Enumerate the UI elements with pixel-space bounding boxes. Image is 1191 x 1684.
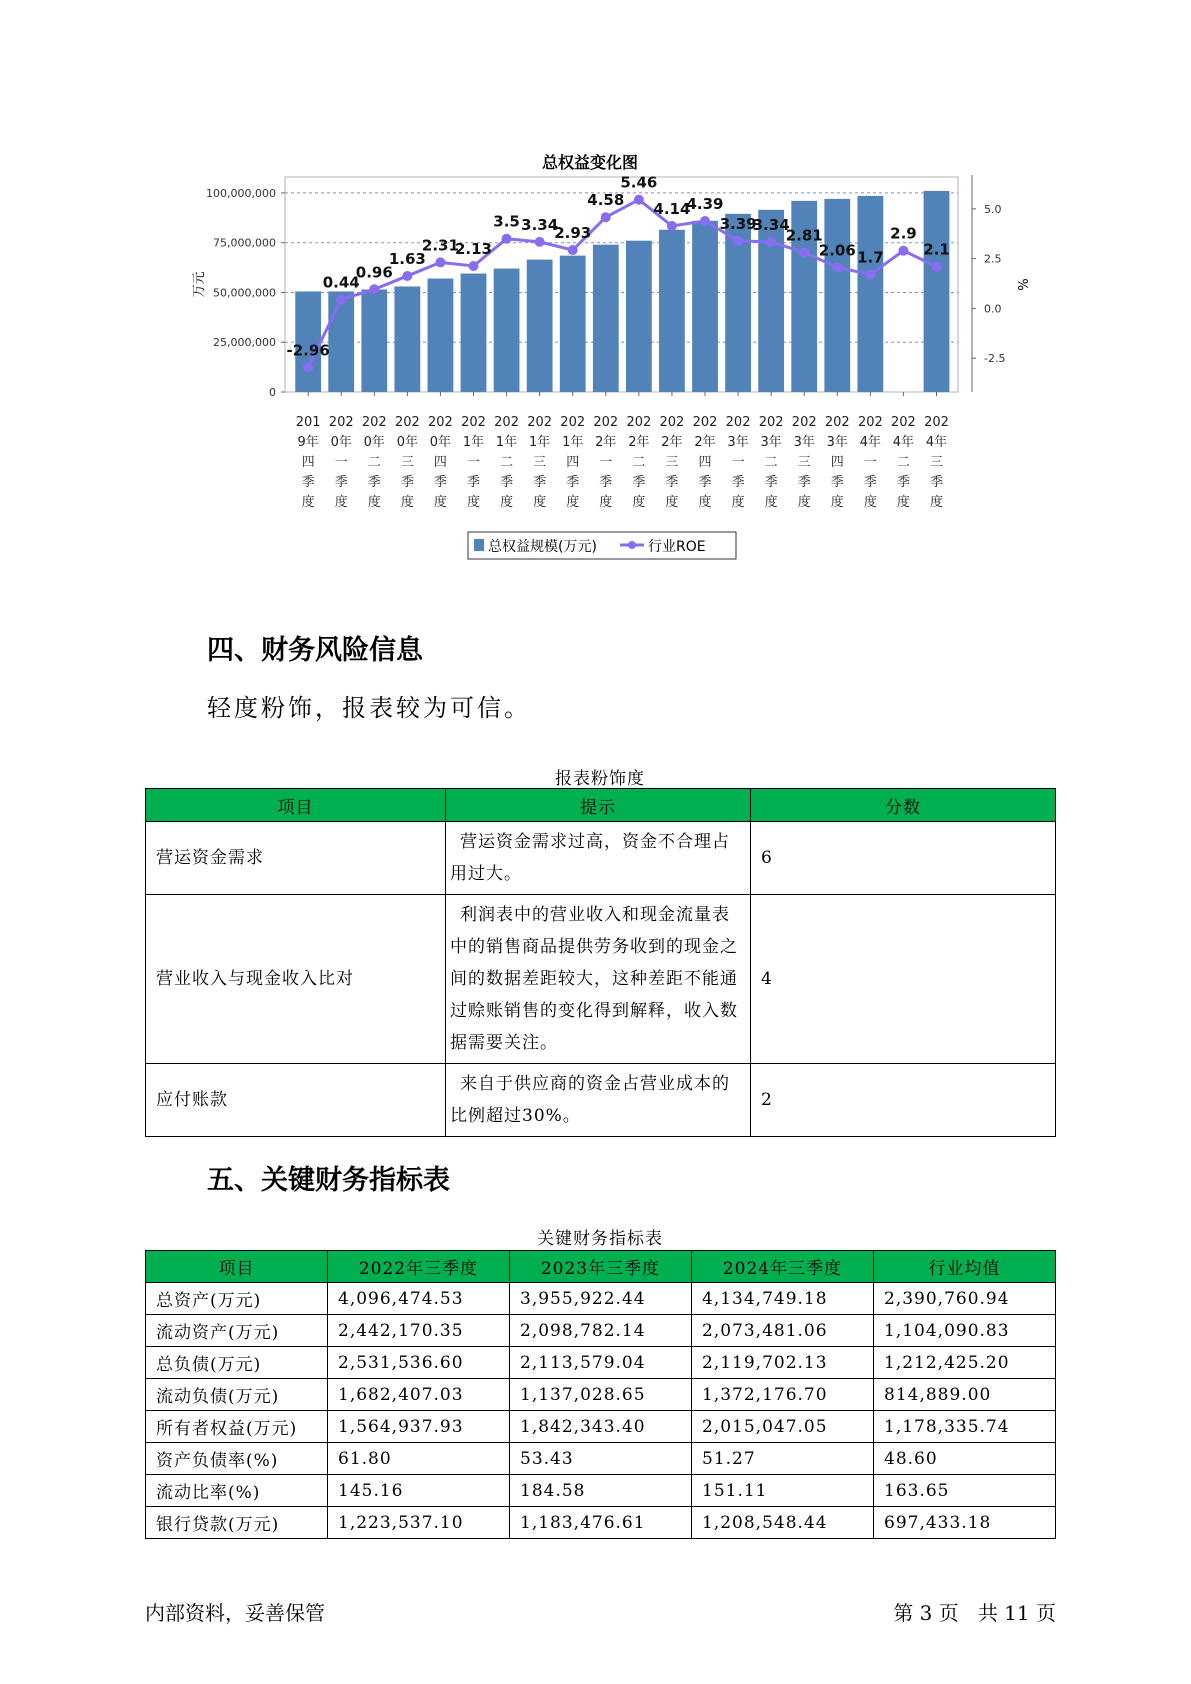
roe-data-label: 1.7 (857, 248, 884, 267)
x-tick-label: 3年 (760, 435, 782, 450)
value-2022q3: 4,096,474.53 (328, 1283, 510, 1315)
x-tick-label: 季 (731, 475, 745, 490)
x-tick-label: 202 (725, 415, 751, 430)
x-tick-label: 2年 (595, 435, 617, 450)
roe-data-label: 4.14 (653, 199, 691, 218)
roe-point (733, 236, 743, 246)
value-2022q3: 61.80 (328, 1443, 510, 1475)
x-tick-label: 0年 (396, 435, 419, 450)
value-2022q3: 1,564,937.93 (328, 1411, 510, 1443)
table-row (146, 1507, 1056, 1539)
row-label: 资产负债率(%) (146, 1443, 328, 1475)
row-score: 2 (751, 1064, 1056, 1137)
x-tick-label: 202 (394, 415, 420, 430)
value-2024q3: 1,208,548.44 (692, 1507, 874, 1539)
x-tick-label: 202 (857, 415, 883, 430)
x-tick-label: 度 (367, 495, 381, 510)
roe-point (568, 245, 578, 255)
x-tick-label: 季 (929, 475, 944, 490)
risk-table (145, 788, 1056, 1137)
value-2024q3: 4,134,749.18 (692, 1283, 874, 1315)
bar-equity (824, 199, 850, 392)
y2-tick-label: 2.5 (984, 252, 1002, 266)
row-label: 所有者权益(万元) (146, 1411, 328, 1443)
x-tick-label: 季 (301, 475, 315, 490)
row-label: 银行贷款(万元) (146, 1507, 328, 1539)
roe-data-label: 2.9 (890, 224, 917, 243)
x-tick-label: 季 (400, 475, 414, 490)
x-tick-label: 四 (698, 455, 712, 470)
row-hint: 利润表中的营业收入和现金流量表中的销售商品提供劳务收到的现金之间的数据差距较大，这种差距不能通过赊账销售的变化得到解释，收入数据需要关注。 (446, 895, 751, 1064)
roe-data-label: 3.34 (752, 215, 790, 234)
bar-equity (527, 260, 553, 392)
value-2022q3: 145.16 (328, 1475, 510, 1507)
x-tick-label: 度 (466, 495, 481, 510)
x-tick-label: 3年 (727, 435, 749, 450)
x-tick-label: 202 (361, 415, 387, 430)
value-2024q3: 2,119,702.13 (692, 1347, 874, 1379)
roe-data-label: 0.44 (322, 273, 360, 292)
bar-equity (428, 279, 454, 392)
x-tick-label: 度 (665, 495, 679, 510)
x-tick-label: 四 (433, 455, 447, 470)
header-item: 项目 (146, 789, 446, 822)
row-label: 流动负债(万元) (146, 1379, 328, 1411)
header-industry-avg: 行业均值 (874, 1251, 1056, 1283)
kpi-table (145, 1250, 1056, 1539)
footer-confidential: 内部资料，妥善保管 (145, 1601, 325, 1625)
x-tick-label: 季 (599, 475, 613, 490)
x-tick-label: 202 (824, 415, 850, 430)
x-tick-label: 度 (533, 495, 547, 510)
value-industry-avg: 814,889.00 (874, 1379, 1056, 1411)
x-tick-label: 202 (924, 415, 949, 430)
value-industry-avg: 1,178,335.74 (874, 1411, 1056, 1443)
x-tick-label: 季 (665, 475, 679, 490)
roe-data-label: 2.31 (421, 236, 459, 255)
bar-equity (692, 221, 718, 392)
x-tick-label: 202 (328, 415, 354, 430)
value-industry-avg: 697,433.18 (874, 1507, 1056, 1539)
row-label: 流动比率(%) (146, 1475, 328, 1507)
x-tick-label: 4年 (925, 435, 948, 450)
roe-point (932, 262, 942, 272)
x-tick-label: 度 (632, 495, 646, 510)
roe-point (667, 221, 677, 231)
x-tick-label: 季 (632, 475, 646, 490)
x-tick-label: 二 (764, 455, 778, 470)
x-tick-label: 一 (731, 455, 745, 470)
row-item: 营业收入与现金收入比对 (146, 895, 446, 1064)
x-tick-label: 202 (461, 415, 486, 430)
roe-data-label: 0.96 (355, 263, 393, 282)
table-row (146, 822, 1056, 895)
roe-data-label: 1.63 (388, 249, 426, 268)
bar-equity (924, 191, 950, 392)
legend-line-marker (628, 541, 636, 549)
roe-point (832, 262, 842, 272)
x-tick-label: 季 (764, 475, 778, 490)
table-header-row (146, 789, 1056, 822)
roe-point (865, 270, 875, 280)
y-tick-label: 0 (269, 386, 276, 399)
bar-equity (361, 289, 387, 392)
roe-point (799, 247, 809, 257)
table-row (146, 1475, 1056, 1507)
value-2024q3: 51.27 (692, 1443, 874, 1475)
x-tick-label: 2年 (661, 435, 683, 450)
roe-point (766, 237, 776, 247)
x-tick-label: 度 (500, 495, 514, 510)
table-row (146, 895, 1056, 1064)
x-tick-label: 季 (334, 475, 348, 490)
bar-equity (494, 269, 520, 392)
x-tick-label: 2年 (694, 435, 716, 450)
header-2022q3: 2022年三季度 (328, 1251, 510, 1283)
x-tick-label: 0年 (363, 435, 385, 450)
table-row (146, 1347, 1056, 1379)
x-tick-label: 202 (494, 415, 519, 430)
x-tick-label: 季 (698, 475, 712, 490)
chart-svg (180, 140, 1029, 600)
row-item: 应付账款 (146, 1064, 446, 1137)
row-label: 流动资产(万元) (146, 1315, 328, 1347)
table-row (146, 1315, 1056, 1347)
roe-data-label: 3.5 (493, 212, 520, 231)
table-header-row (146, 1251, 1056, 1283)
y-tick-label: 100,000,000 (206, 186, 276, 200)
x-tick-label: 度 (896, 495, 910, 510)
x-tick-label: 季 (896, 475, 910, 490)
roe-data-label: 3.34 (521, 215, 559, 234)
legend-bar-label: 总权益规模(万元) (488, 539, 597, 555)
value-industry-avg: 2,390,760.94 (874, 1283, 1056, 1315)
value-2023q3: 2,113,579.04 (510, 1347, 692, 1379)
value-2024q3: 2,073,481.06 (692, 1315, 874, 1347)
x-tick-label: 二 (632, 455, 646, 470)
value-2024q3: 2,015,047.05 (692, 1411, 874, 1443)
x-tick-label: 1年 (462, 435, 485, 450)
bar-equity (560, 256, 586, 392)
roe-point (601, 212, 611, 222)
x-tick-label: 度 (929, 495, 944, 510)
chart-title: 总权益变化图 (541, 153, 638, 172)
row-score: 4 (751, 895, 1056, 1064)
row-item: 营运资金需求 (146, 822, 446, 895)
bar-equity (857, 196, 883, 392)
roe-point (336, 295, 346, 305)
roe-point (700, 216, 710, 226)
x-tick-label: 202 (791, 415, 817, 430)
value-2024q3: 1,372,176.70 (692, 1379, 874, 1411)
footer-page-number: 第 3 页 共 11 页 (893, 1601, 1056, 1625)
x-tick-label: 度 (698, 495, 712, 510)
y-tick-label: 50,000,000 (213, 286, 276, 300)
value-2023q3: 3,955,922.44 (510, 1283, 692, 1315)
x-tick-label: 度 (863, 495, 877, 510)
row-score: 6 (751, 822, 1056, 895)
value-2023q3: 53.43 (510, 1443, 692, 1475)
table-row (146, 1283, 1056, 1315)
y-tick-label: 75,000,000 (213, 236, 276, 250)
x-tick-label: 三 (533, 455, 547, 470)
equity-chart (180, 140, 1029, 600)
y2-tick-label: -2.5 (984, 352, 1006, 366)
roe-data-label: 2.81 (785, 226, 823, 245)
x-tick-label: 度 (433, 495, 447, 510)
x-tick-label: 4年 (859, 435, 882, 450)
value-2023q3: 2,098,782.14 (510, 1315, 692, 1347)
x-tick-label: 度 (764, 495, 778, 510)
x-tick-label: 季 (797, 475, 811, 490)
x-tick-label: 度 (400, 495, 414, 510)
roe-point (634, 195, 644, 205)
value-industry-avg: 48.60 (874, 1443, 1056, 1475)
x-tick-label: 一 (334, 455, 348, 470)
x-tick-label: 9年 (297, 435, 319, 450)
roe-data-label: 2.93 (554, 224, 592, 243)
x-tick-label: 4年 (892, 435, 915, 450)
value-2022q3: 1,682,407.03 (328, 1379, 510, 1411)
table-row (146, 1443, 1056, 1475)
header-hint: 提示 (446, 789, 751, 822)
roe-data-label: -2.96 (286, 341, 330, 360)
x-tick-label: 度 (334, 495, 348, 510)
row-label: 总负债(万元) (146, 1347, 328, 1379)
x-tick-label: 季 (566, 475, 580, 490)
header-2024q3: 2024年三季度 (692, 1251, 874, 1283)
value-2023q3: 1,137,028.65 (510, 1379, 692, 1411)
x-tick-label: 季 (533, 475, 547, 490)
x-tick-label: 三 (929, 455, 944, 470)
x-tick-label: 201 (295, 415, 321, 430)
x-tick-label: 202 (560, 415, 586, 430)
section-heading-kpi: 五、关键财务指标表 (207, 1165, 450, 1196)
value-2022q3: 1,223,537.10 (328, 1507, 510, 1539)
value-2023q3: 1,842,343.40 (510, 1411, 692, 1443)
x-tick-label: 二 (896, 455, 910, 470)
table-row (146, 1411, 1056, 1443)
x-tick-label: 0年 (330, 435, 352, 450)
bar-equity (461, 274, 487, 392)
value-2022q3: 2,531,536.60 (328, 1347, 510, 1379)
risk-table-caption: 报表粉饰度 (555, 769, 645, 789)
table-row (146, 1379, 1056, 1411)
risk-summary: 轻度粉饰，报表较为可信。 (207, 694, 531, 722)
bar-equity (659, 230, 685, 392)
x-tick-label: 202 (758, 415, 784, 430)
x-tick-label: 202 (428, 415, 453, 430)
legend-line-label: 行业ROE (648, 539, 706, 555)
value-2022q3: 2,442,170.35 (328, 1315, 510, 1347)
x-tick-label: 度 (301, 495, 315, 510)
x-tick-label: 四 (566, 455, 580, 470)
y2-tick-label: 5.0 (984, 202, 1002, 216)
x-tick-label: 三 (665, 455, 679, 470)
y-tick-label: 25,000,000 (213, 336, 276, 350)
x-tick-label: 2年 (628, 435, 650, 450)
x-tick-label: 202 (891, 415, 916, 430)
x-tick-label: 一 (466, 455, 481, 470)
roe-data-label: 4.39 (686, 194, 724, 213)
x-tick-label: 度 (566, 495, 580, 510)
x-tick-label: 三 (400, 455, 414, 470)
x-tick-label: 一 (599, 455, 613, 470)
x-tick-label: 四 (301, 455, 315, 470)
value-industry-avg: 163.65 (874, 1475, 1056, 1507)
x-tick-label: 202 (626, 415, 652, 430)
x-tick-label: 202 (692, 415, 718, 430)
x-tick-label: 一 (863, 455, 877, 470)
roe-data-label: 4.58 (587, 191, 625, 210)
x-tick-label: 二 (500, 455, 514, 470)
x-tick-label: 度 (830, 495, 844, 510)
roe-data-label: 2.13 (454, 239, 493, 258)
x-tick-label: 度 (797, 495, 811, 510)
x-tick-label: 202 (527, 415, 553, 430)
bar-equity (394, 286, 420, 392)
value-2023q3: 1,183,476.61 (510, 1507, 692, 1539)
roe-point (369, 284, 379, 294)
x-tick-label: 季 (863, 475, 877, 490)
roe-data-label: 3.39 (719, 214, 757, 233)
roe-point (435, 257, 445, 267)
x-tick-label: 季 (433, 475, 447, 490)
header-score: 分数 (751, 789, 1056, 822)
bar-equity (328, 291, 354, 392)
x-tick-label: 1年 (562, 435, 584, 450)
table-row (146, 1064, 1056, 1137)
roe-data-label: 2.06 (818, 241, 856, 260)
x-tick-label: 3年 (793, 435, 815, 450)
roe-point (469, 261, 479, 271)
x-tick-label: 四 (830, 455, 844, 470)
section-heading-risk: 四、财务风险信息 (207, 635, 423, 666)
row-label: 总资产(万元) (146, 1283, 328, 1315)
x-tick-label: 0年 (429, 435, 452, 450)
x-tick-label: 三 (797, 455, 811, 470)
bar-equity (626, 241, 652, 392)
roe-point (502, 234, 512, 244)
x-tick-label: 季 (830, 475, 844, 490)
x-tick-label: 3年 (826, 435, 848, 450)
kpi-table-caption: 关键财务指标表 (537, 1229, 663, 1249)
roe-point (535, 237, 545, 247)
x-tick-label: 1年 (529, 435, 551, 450)
header-2023q3: 2023年三季度 (510, 1251, 692, 1283)
row-hint: 来自于供应商的资金占营业成本的比例超过30%。 (446, 1064, 751, 1137)
value-industry-avg: 1,104,090.83 (874, 1315, 1056, 1347)
roe-point (303, 362, 313, 372)
roe-data-label: 2.1 (923, 240, 950, 259)
header-item: 项目 (146, 1251, 328, 1283)
x-tick-label: 季 (466, 475, 481, 490)
x-tick-label: 度 (731, 495, 745, 510)
value-2024q3: 151.11 (692, 1475, 874, 1507)
x-tick-label: 1年 (495, 435, 518, 450)
bar-equity (593, 245, 619, 392)
row-hint: 营运资金需求过高，资金不合理占用过大。 (446, 822, 751, 895)
value-industry-avg: 1,212,425.20 (874, 1347, 1056, 1379)
legend-bar-swatch (474, 539, 484, 551)
x-tick-label: 季 (500, 475, 514, 490)
x-tick-label: 度 (599, 495, 613, 510)
x-tick-label: 202 (659, 415, 685, 430)
value-2023q3: 184.58 (510, 1475, 692, 1507)
y2-tick-label: 0.0 (984, 302, 1002, 316)
x-tick-label: 202 (593, 415, 619, 430)
x-tick-label: 季 (367, 475, 381, 490)
x-tick-label: 二 (367, 455, 381, 470)
roe-point (402, 271, 412, 281)
y-axis-title: 万元 (192, 271, 207, 298)
roe-data-label: 5.46 (620, 173, 658, 192)
y2-axis-title: % (1014, 278, 1029, 291)
roe-point (898, 246, 908, 256)
